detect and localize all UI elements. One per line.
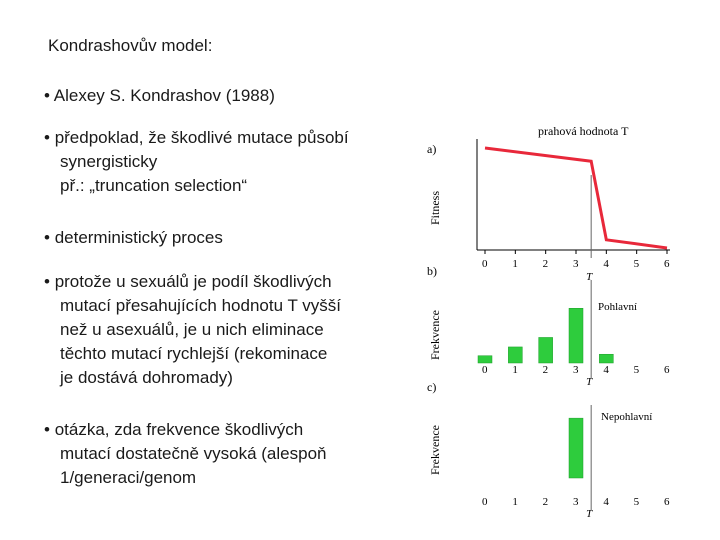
panel-b-x-tick-label: 3 bbox=[573, 364, 579, 376]
panel-a-x-tick-label: 3 bbox=[573, 258, 579, 270]
panel-a-label: a) bbox=[427, 142, 437, 156]
panel-c-x-tick-label: 5 bbox=[633, 496, 640, 508]
frequency-bar bbox=[508, 347, 522, 363]
bullet-line: • deterministický proces bbox=[60, 226, 223, 250]
bullet-deterministic bbox=[44, 226, 223, 250]
bullet-line: • předpoklad, že škodlivé mutace působí bbox=[60, 126, 349, 150]
threshold-label: prahová hodnota T bbox=[538, 124, 629, 138]
bullet-line: 1/generaci/genom bbox=[60, 468, 197, 487]
panel-b-label: b) bbox=[427, 264, 437, 278]
bullet-assumption bbox=[44, 126, 349, 198]
panel-a-x-tick-label: 1 bbox=[512, 258, 518, 270]
bullet-line: synergisticky bbox=[60, 152, 158, 171]
bullet-line: • otázka, zda frekvence škodlivých bbox=[60, 418, 326, 442]
panel-c-x-tick-label: 3 bbox=[573, 496, 579, 508]
panel-c-x-tick-label: 6 bbox=[664, 496, 670, 508]
panel-c-x-tick-label: 0 bbox=[482, 496, 488, 508]
figure-svg bbox=[415, 115, 705, 525]
panel-a-x-tick-label: 5 bbox=[633, 258, 640, 270]
bullet-line: • Alexey S. Kondrashov (1988) bbox=[60, 84, 275, 108]
kondrashov-figure bbox=[415, 115, 705, 530]
panel-c-x-tick-label: 1 bbox=[512, 496, 518, 508]
frequency-bar bbox=[569, 308, 583, 363]
frequency-bar bbox=[478, 356, 492, 363]
frequency-bar bbox=[539, 337, 553, 363]
panel-b-x-tick-label: 4 bbox=[603, 364, 609, 376]
slide-title: Kondrashovův model: bbox=[48, 36, 213, 55]
panel-a-ylabel: Fitness bbox=[428, 190, 442, 225]
panel-b-x-tick-label: 1 bbox=[512, 364, 518, 376]
panel-b-series-label: Pohlavní bbox=[598, 301, 638, 313]
panel-a-threshold-symbol: T bbox=[586, 271, 593, 283]
panel-b-ylabel: Frekvence bbox=[428, 310, 442, 360]
panel-a-x-tick-label: 4 bbox=[603, 258, 609, 270]
panel-c-threshold-symbol: T bbox=[586, 508, 593, 520]
bullet-line: je dostává dohromady) bbox=[60, 368, 233, 387]
bullet-line: než u asexuálů, je u nich eliminace bbox=[60, 320, 324, 339]
panel-c-label: c) bbox=[427, 380, 437, 394]
panel-c-series-label: Nepohlavní bbox=[601, 411, 653, 423]
bullet-line: mutací přesahujících hodnotu T vyšší bbox=[60, 296, 341, 315]
panel-c-ylabel: Frekvence bbox=[428, 425, 442, 475]
bullet-line: př.: „truncation selection“ bbox=[60, 176, 248, 195]
bullet-line: • protože u sexuálů je podíl škodlivých bbox=[60, 270, 341, 294]
panel-b-x-tick-label: 0 bbox=[482, 364, 488, 376]
bullet-frequency-question bbox=[44, 418, 326, 490]
panel-b-x-tick-label: 2 bbox=[542, 364, 549, 376]
bullet-sexual-advantage bbox=[44, 270, 341, 390]
bullet-line: těchto mutací rychlejší (rekominace bbox=[60, 344, 328, 363]
panel-b-x-tick-label: 5 bbox=[633, 364, 640, 376]
panel-a-x-tick-label: 6 bbox=[664, 258, 670, 270]
fitness-curve bbox=[485, 148, 667, 248]
panel-b-threshold-symbol: T bbox=[586, 376, 593, 388]
panel-b-x-tick-label: 6 bbox=[664, 364, 670, 376]
frequency-bar bbox=[569, 418, 583, 478]
panel-c-x-tick-label: 4 bbox=[603, 496, 609, 508]
panel-a-x-tick-label: 2 bbox=[542, 258, 549, 270]
bullet-line: mutací dostatečně vysoká (alespoň bbox=[60, 444, 327, 463]
bullet-author bbox=[44, 84, 275, 108]
panel-c-x-tick-label: 2 bbox=[542, 496, 549, 508]
frequency-bar bbox=[599, 354, 613, 363]
panel-a-x-tick-label: 0 bbox=[482, 258, 488, 270]
